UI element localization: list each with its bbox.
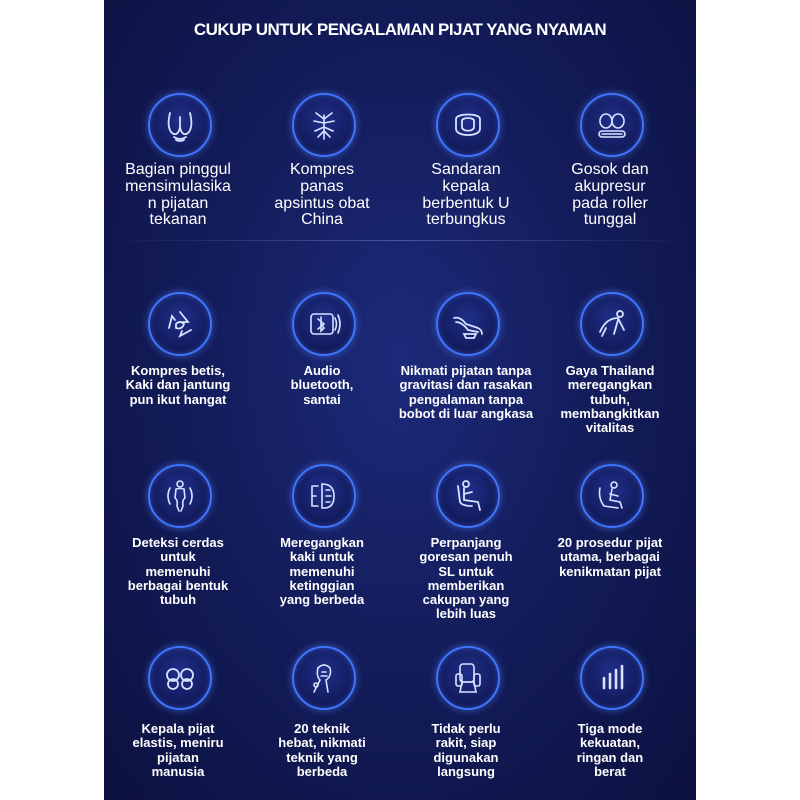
feature-label: Gosok dan akupresur pada roller tunggal [571,161,649,229]
hip-icon [148,93,212,157]
feature-label: Nikmati pijatan tanpa gravitasi dan rasakan pengalaman tanpa bobot di luar angkasa [398,363,534,421]
sl-track-icon [436,464,500,528]
feature-label: Gaya Thailand meregangkan tubuh, membangkitkan vitalitas [560,363,660,436]
feature-label: Kepala pijat elastis, meniru pijatan manusia [132,721,224,779]
foot-roller-icon [580,93,644,157]
massage-head-icon [148,646,212,710]
leg-extension-icon [292,464,356,528]
thai-stretch-icon [580,292,644,356]
neck-massage-icon [292,646,356,710]
zero-gravity-chair-icon [436,292,500,356]
feature-label: Tidak perlu rakit, siap digunakan langsung [431,721,501,779]
feature-label: Meregangkan kaki untuk memenuhi ketinggian yang berbeda [279,535,365,608]
calf-cycle-icon [148,292,212,356]
feature-label: Kompres betis, Kaki dan jantung pun ikut hangat [125,363,231,407]
feature-label: 20 teknik hebat, nikmati teknik yang berbeda [278,721,366,779]
feature-label: Sandaran kepala berbentuk U terbungkus [422,161,510,229]
feature-panel [104,0,696,800]
feature-label: Audio bluetooth, santai [290,363,354,407]
feature-label: Tiga mode kekuatan, ringan dan berat [576,721,644,779]
massage-chair-icon [436,646,500,710]
bluetooth-speaker-icon [292,292,356,356]
row-divider [104,240,696,241]
feature-label: 20 prosedur pijat utama, berbagai kenikmatan pijat [557,535,663,579]
feature-label: Bagian pinggul mensimulasika n pijatan tekanan [125,161,231,229]
herb-leaf-icon [292,93,356,157]
feature-label: Kompres panas apsintus obat China [274,161,370,229]
massage-program-icon [580,464,644,528]
body-scan-icon [148,464,212,528]
intensity-bars-icon [580,646,644,710]
headrest-icon [436,93,500,157]
feature-label: Deteksi cerdas untuk memenuhi berbagai bentuk tubuh [127,535,229,608]
feature-label: Perpanjang goresan penuh SL untuk memberikan cakupan yang lebih luas [419,535,513,622]
page-title: CUKUP UNTUK PENGALAMAN PIJAT YANG NYAMAN [193,20,607,39]
